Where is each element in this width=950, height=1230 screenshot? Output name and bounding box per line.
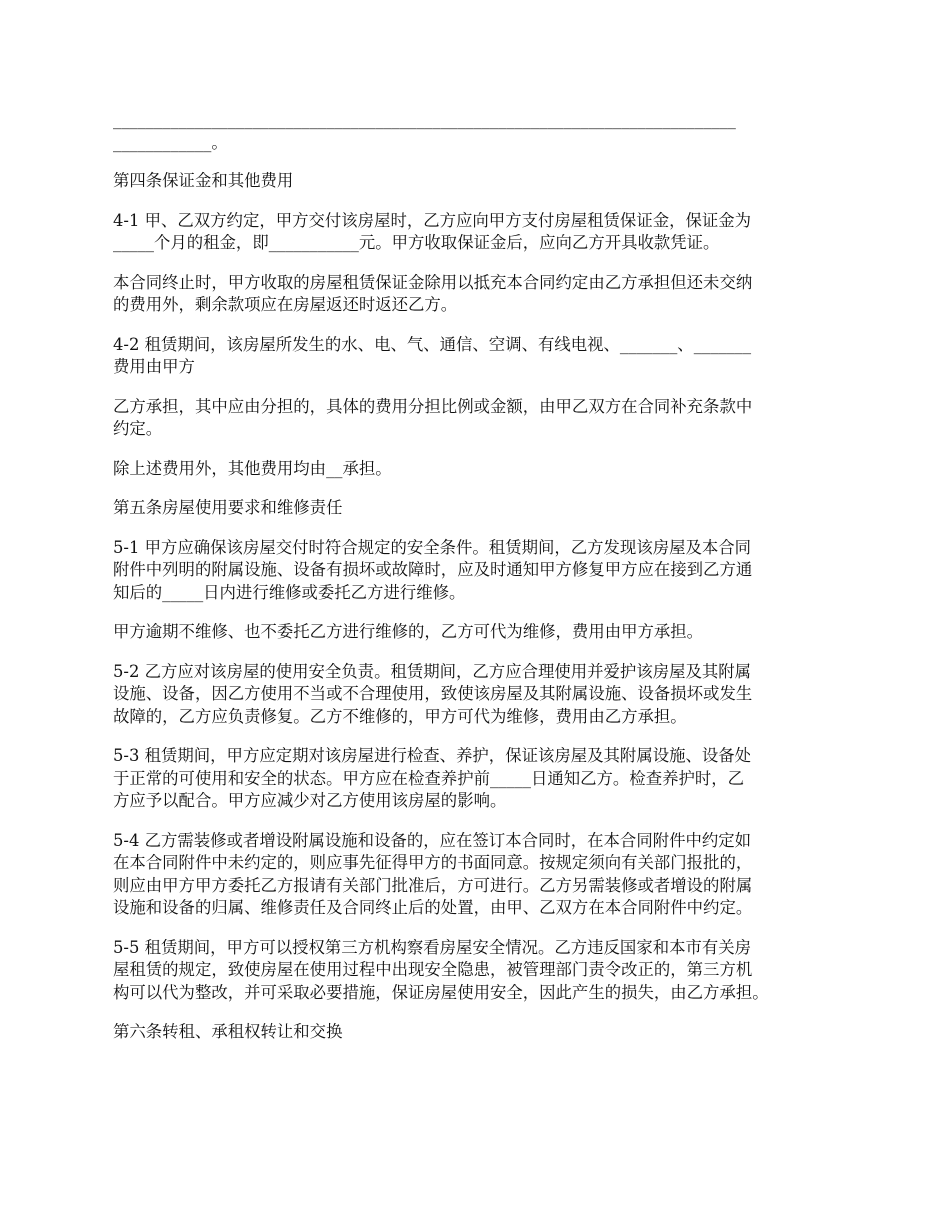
heading-text: 第四条保证金和其他费用 — [113, 171, 294, 190]
paragraph-line: 费用由甲方 — [113, 357, 195, 376]
paragraph-line: 约定。 — [113, 419, 163, 438]
blank-fill-line: ____________________________________________________________________________ — [113, 110, 736, 129]
clause-5-3 — [113, 745, 853, 813]
paragraph-line: 附件中列明的附属设施、设备有损坏或故障时，应及时通知甲方修复甲方应在接到乙方通 — [113, 560, 753, 579]
paragraph-line: 甲方逾期不维修、也不委托乙方进行维修的，乙方可代为维修，费用由甲方承担。 — [113, 622, 704, 641]
paragraph-line: 5-1 甲方应确保该房屋交付时符合规定的安全条件。租赁期间，乙方发现该房屋及本合同 — [113, 537, 752, 557]
article-4-heading — [113, 170, 853, 193]
heading-text: 第五条房屋使用要求和维修责任 — [113, 498, 343, 517]
paragraph-line: 4-1 甲、乙双方约定，甲方交付该房屋时，乙方应向甲方支付房屋租赁保证金，保证金为 — [113, 210, 752, 230]
paragraph-line: 知后的_____日内进行维修或委托乙方进行维修。 — [113, 582, 466, 602]
blank-fill-paragraph — [113, 109, 853, 154]
fee-share-paragraph — [113, 396, 853, 441]
paragraph-line: 5-3 租赁期间，甲方应定期对该房屋进行检查、养护，保证该房屋及其附属设施、设备处 — [113, 746, 752, 765]
paragraph-line: 除上述费用外，其他费用均由__承担。 — [113, 458, 392, 478]
clause-5-2 — [113, 661, 853, 729]
heading-text: 第六条转租、承租权转让和交换 — [113, 1022, 343, 1041]
paragraph-line: 4-2 租赁期间，该房屋所发生的水、电、气、通信、空调、有线电视、_______、_______ — [113, 334, 752, 354]
paragraph-line: 5-2 乙方应对该房屋的使用安全负责。租赁期间，乙方应合理使用并爱护该房屋及其附属 — [113, 661, 752, 681]
clause-4-2 — [113, 334, 853, 379]
article-6-heading — [113, 1021, 853, 1044]
clause-5-4 — [113, 830, 853, 920]
paragraph-line: 于正常的可使用和安全的状态。甲方应在检查养护前_____日通知乙方。检查养护时，乙 — [113, 768, 745, 788]
paragraph-line: 乙方承担，其中应由分担的，具体的费用分担比例或金额，由甲乙双方在合同补充条款中 — [113, 396, 753, 416]
paragraph-line: 设施和设备的归属、维修责任及合同终止后的处置，由甲、乙双方在本合同附件中约定。 — [113, 898, 753, 917]
paragraph-line: 本合同终止时，甲方收取的房屋租赁保证金除用以抵充本合同约定由乙方承担但还未交纳 — [113, 272, 753, 292]
paragraph-line: 方应予以配合。甲方应减少对乙方使用该房屋的影响。 — [113, 791, 507, 810]
clause-4-1 — [113, 210, 853, 255]
paragraph-line: 的费用外，剩余款项应在房屋返还时返还乙方。 — [113, 295, 458, 314]
paragraph-line: _____个月的租金，即___________元。甲方收取保证金后，应向乙方开具收款凭证。 — [113, 233, 720, 252]
paragraph-line: 5-5 租赁期间，甲方可以授权第三方机构察看房屋安全情况。乙方违反国家和本市有关房 — [113, 937, 752, 957]
clause-5-5 — [113, 937, 853, 1005]
paragraph-line: 构可以代为整改，并可采取必要措施，保证房屋使用安全，因此产生的损失，由乙方承担。 — [113, 982, 769, 1002]
paragraph-line: 屋租赁的规定，致使房屋在使用过程中出现安全隐患，被管理部门责令改正的，第三方机 — [113, 960, 753, 979]
paragraph-line: 在本合同附件中未约定的，则应事先征得甲方的书面同意。按规定须向有关部门报批的， — [113, 853, 753, 872]
clause-5-1 — [113, 537, 853, 605]
paragraph-line: 5-4 乙方需装修或者增设附属设施和设备的，应在签订本合同时，在本合同附件中约定如 — [113, 830, 752, 850]
paragraph-line: 故障的，乙方应负责修复。乙方不维修的，甲方可代为维修，费用由乙方承担。 — [113, 706, 687, 726]
document-page — [113, 109, 853, 1061]
deposit-return-paragraph — [113, 272, 853, 317]
overdue-repair-paragraph — [113, 621, 853, 644]
paragraph-line: 设施、设备，因乙方使用不当或不合理使用，致使该房屋及其附属设施、设备损坏或发生 — [113, 684, 753, 703]
article-5-heading — [113, 497, 853, 520]
other-fees-paragraph — [113, 458, 853, 481]
paragraph-line: 则应由甲方甲方委托乙方报请有关部门批准后，方可进行。乙方另需装修或者增设的附属 — [113, 875, 753, 895]
blank-fill-line: ____________。 — [113, 132, 228, 152]
